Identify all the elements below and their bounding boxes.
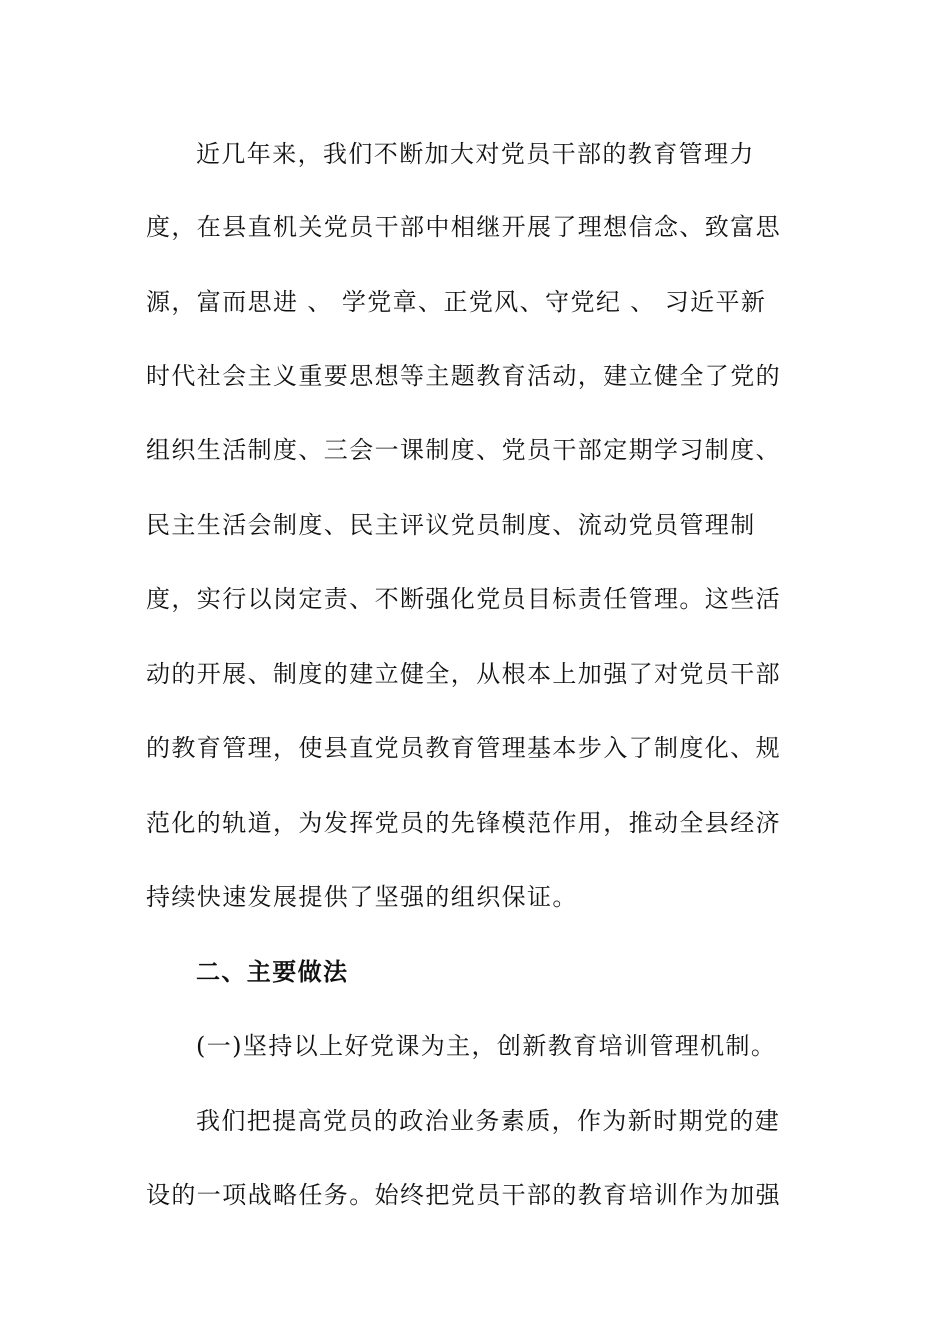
section-heading: 二、主要做法 — [196, 958, 349, 986]
paragraph-line: 设的一项战略任务。始终把党员干部的教育培训作为加强 — [146, 1181, 781, 1209]
subheading: (一)坚持以上好党课为主，创新教育培训管理机制。 — [196, 1032, 777, 1060]
paragraph-line: 范化的轨道，为发挥党员的先锋模范作用，推动全县经济 — [146, 809, 781, 837]
paragraph-line: 源，富而思进 、 学党章、正党风、守党纪 、 习近平新 — [146, 288, 767, 316]
paragraph-line: 动的开展、制度的建立健全，从根本上加强了对党员干部 — [146, 660, 781, 688]
paragraph-line: 的教育管理，使县直党员教育管理基本步入了制度化、规 — [146, 734, 781, 762]
paragraph-line: 近几年来，我们不断加大对党员干部的教育管理力 — [196, 140, 755, 168]
paragraph-line: 我们把提高党员的政治业务素质，作为新时期党的建 — [196, 1107, 781, 1135]
paragraph-line: 时代社会主义重要思想等主题教育活动，建立健全了党的 — [146, 362, 781, 390]
paragraph-line: 度，实行以岗定责、不断强化党员目标责任管理。这些活 — [146, 585, 781, 613]
paragraph-line: 度，在县直机关党员干部中相继开展了理想信念、致富思 — [146, 213, 781, 241]
paragraph-line: 持续快速发展提供了坚强的组织保证。 — [146, 883, 578, 911]
paragraph-line: 民主生活会制度、民主评议党员制度、流动党员管理制 — [146, 511, 756, 539]
paragraph-line: 组织生活制度、三会一课制度、党员干部定期学习制度、 — [146, 436, 781, 464]
